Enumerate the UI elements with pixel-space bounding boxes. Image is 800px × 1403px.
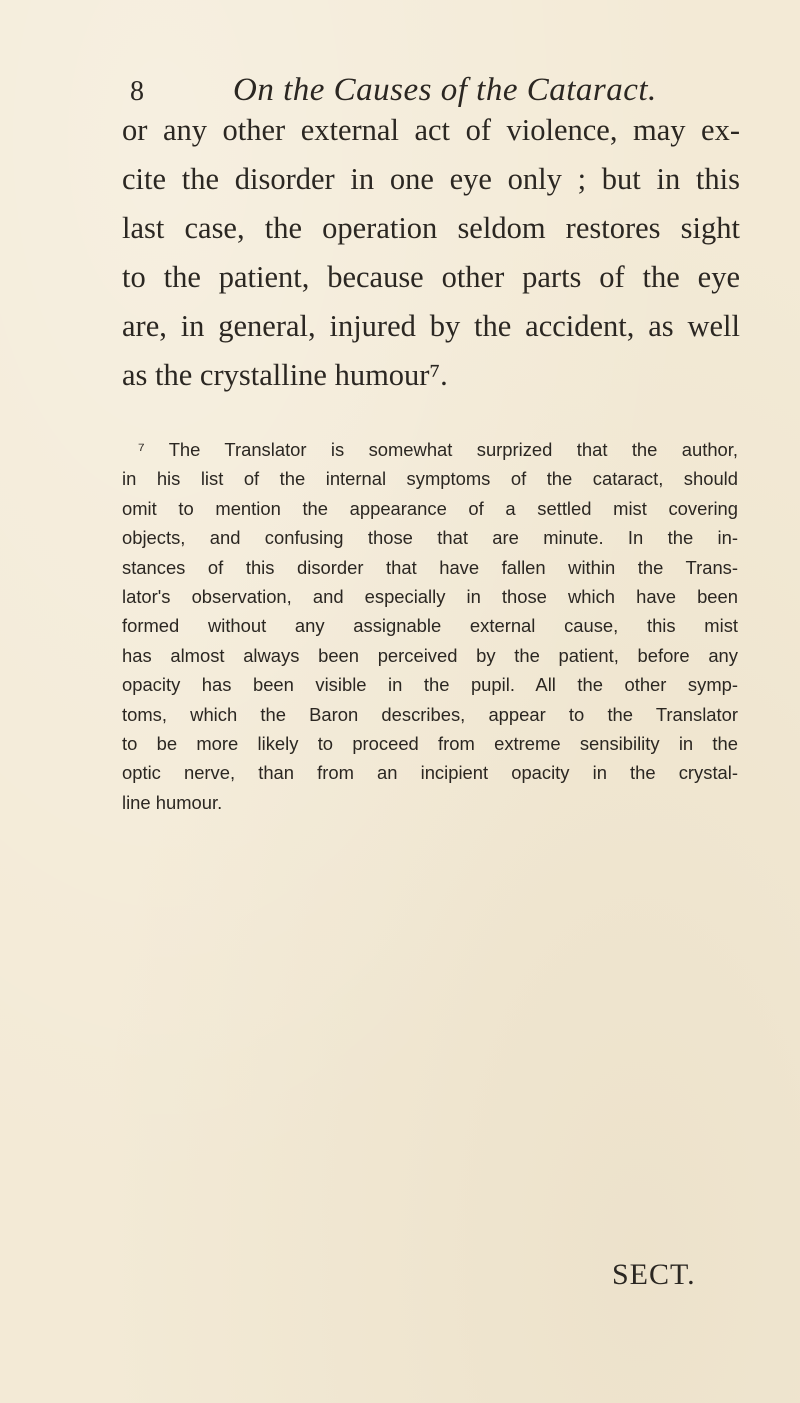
catchword: SECT.: [612, 1258, 696, 1291]
footnote-line: toms, which the Baron describes, appear to the Translator: [122, 703, 738, 725]
page-number: 8: [130, 76, 144, 107]
body-line: or any other external act of violence, may ex-: [122, 113, 740, 147]
footnote-line: in his list of the internal symptoms of the cataract, should: [122, 468, 738, 490]
body-line: are, in general, injured by the accident, as well: [122, 309, 740, 343]
footnote-line: stances of this disorder that have fallen within the Trans-: [122, 556, 738, 578]
footnote-line: objects, and confusing those that are minute. In the in-: [122, 527, 738, 549]
footnote-line: opacity has been visible in the pupil. All the other symp-: [122, 674, 738, 696]
running-title: On the Causes of the Cataract.: [233, 72, 657, 108]
footnote-line: formed without any assignable external cause, this mist: [122, 615, 738, 637]
footnote-line: lator's observation, and especially in those which have been: [122, 586, 738, 608]
footnote-block: [122, 435, 738, 817]
body-line: to the patient, because other parts of the eye: [122, 260, 740, 294]
footnote-line: to be more likely to proceed from extreme sensibility in the: [122, 733, 738, 755]
footnote-line: omit to mention the appearance of a settled mist covering: [122, 497, 738, 519]
body-line: as the crystalline humour⁷.: [122, 358, 448, 392]
body-line: cite the disorder in one eye only ; but in this: [122, 162, 740, 196]
footnote-line: has almost always been perceived by the patient, before any: [122, 644, 738, 666]
body-line: last case, the operation seldom restores sight: [122, 211, 740, 245]
footnote-line: optic nerve, than from an incipient opacity in the crystal-: [122, 762, 738, 784]
footnote-line: line humour.: [122, 791, 223, 813]
main-text-block: [122, 106, 740, 400]
footnote-line: ⁷ The Translator is somewhat surprized that the author,: [138, 439, 738, 460]
